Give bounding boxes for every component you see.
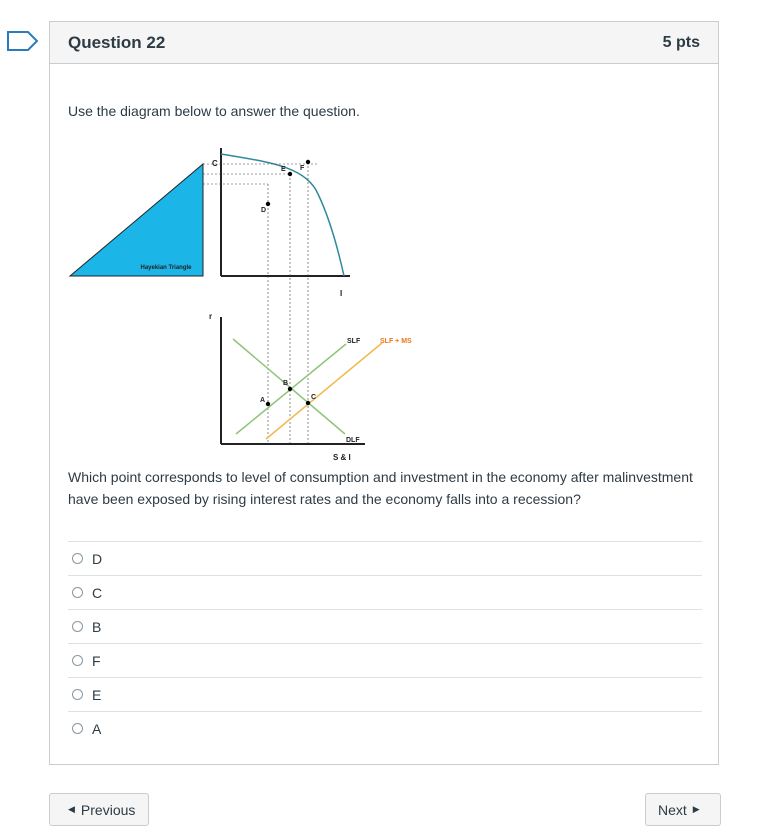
question-title: Question 22 xyxy=(68,32,166,52)
point-d-ppf xyxy=(266,202,270,206)
previous-label: Previous xyxy=(80,801,136,818)
lf-y-axis-label: r xyxy=(209,312,213,321)
answer-label: E xyxy=(92,686,102,703)
question-text: Which point corresponds to level of consumption and investment in the economy after malinvestment have been exposed by rising interest rates and the economy falls into a recession? xyxy=(68,469,693,507)
next-label: Next xyxy=(658,801,687,818)
answer-label: B xyxy=(92,618,102,635)
answer-option-d[interactable] xyxy=(68,541,702,575)
point-c-label: C xyxy=(311,394,317,401)
answer-option-f[interactable] xyxy=(68,643,702,677)
economics-diagram xyxy=(68,134,438,469)
previous-button[interactable] xyxy=(49,793,149,826)
point-b-label: B xyxy=(283,380,289,387)
question-card xyxy=(49,21,719,765)
point-f-ppf xyxy=(306,160,310,164)
ppf-x-axis-label: I xyxy=(340,289,343,298)
ppf-y-axis-label: C xyxy=(212,159,218,168)
hayekian-triangle xyxy=(70,164,203,276)
question-prompt: Use the diagram below to answer the question. xyxy=(68,103,360,119)
radio-button[interactable] xyxy=(72,655,83,666)
answer-option-a[interactable] xyxy=(68,711,702,745)
point-f-label: F xyxy=(300,165,305,172)
radio-button[interactable] xyxy=(72,587,83,598)
answer-label: F xyxy=(92,652,101,669)
triangle-label: Hayekian Triangle xyxy=(140,265,192,271)
caret-right-icon: ▶ xyxy=(692,804,700,814)
supply-lf-ms-label: SLF + MS xyxy=(380,338,412,345)
point-a-label: A xyxy=(260,397,266,404)
point-e-label: E xyxy=(281,166,286,173)
answer-option-c[interactable] xyxy=(68,575,702,609)
point-b-lf xyxy=(288,387,292,391)
question-header xyxy=(50,22,718,64)
answer-label: D xyxy=(92,550,103,567)
next-button[interactable] xyxy=(645,793,721,826)
radio-button[interactable] xyxy=(72,723,83,734)
supply-lf-ms-line xyxy=(266,343,382,439)
answer-option-e[interactable] xyxy=(68,677,702,711)
radio-button[interactable] xyxy=(72,553,83,564)
answer-option-b[interactable] xyxy=(68,609,702,643)
point-e-ppf xyxy=(288,172,292,176)
radio-button[interactable] xyxy=(72,689,83,700)
answer-label: A xyxy=(92,720,102,737)
point-c-lf xyxy=(306,401,310,405)
answer-label: C xyxy=(92,584,103,601)
caret-left-icon: ◀ xyxy=(68,804,75,814)
supply-lf-label: SLF xyxy=(347,338,361,345)
point-d-label: D xyxy=(261,207,267,214)
demand-lf-label: DLF xyxy=(346,437,360,444)
flag-question-icon[interactable] xyxy=(6,30,40,52)
answer-list xyxy=(68,541,702,745)
radio-button[interactable] xyxy=(72,621,83,632)
point-a-lf xyxy=(266,402,270,406)
question-points: 5 pts xyxy=(662,33,700,51)
lf-x-axis-label: S & I xyxy=(333,453,351,462)
